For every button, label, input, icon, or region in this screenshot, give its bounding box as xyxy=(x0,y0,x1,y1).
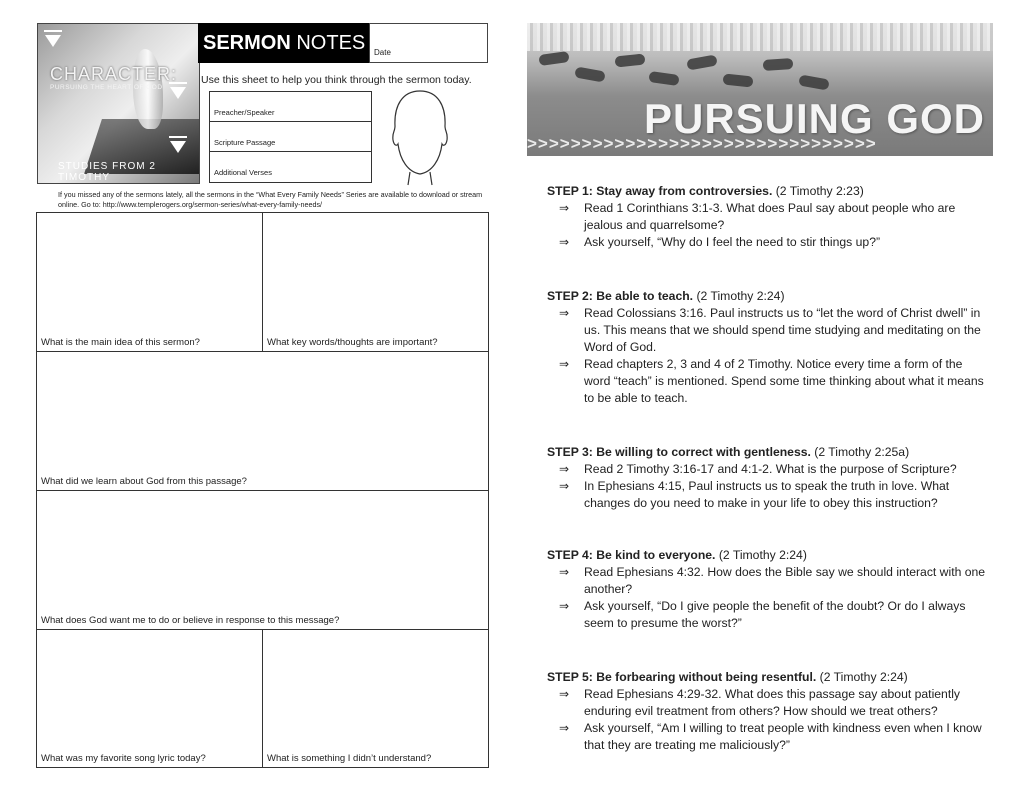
didnt-understand-box[interactable] xyxy=(262,629,489,768)
step-1-bullet xyxy=(547,200,987,234)
instruction-text: Use this sheet to help you think through the sermon today. xyxy=(201,74,472,86)
step-3-bullet xyxy=(547,461,987,478)
series-cover-image xyxy=(37,23,200,184)
song-lyric-box[interactable] xyxy=(36,629,263,768)
cover-footer: STUDIES FROM 2 TIMOTHY xyxy=(58,161,156,183)
preacher-field[interactable] xyxy=(210,92,371,122)
step-3-label: STEP 3: Be willing to correct with gentleness. xyxy=(547,445,811,459)
god-wants-label: What does God want me to do or believe in response to this message? xyxy=(41,615,340,626)
arrow-icon: ⇒ xyxy=(559,687,570,701)
key-words-box[interactable] xyxy=(262,212,489,352)
step-4-ref: (2 Timothy 2:24) xyxy=(715,548,807,562)
step-5-bullet xyxy=(547,720,987,754)
triangle-rule xyxy=(44,30,62,32)
bullet-text: Ask yourself, “Why do I feel the need to stir things up?” xyxy=(584,235,881,249)
triangle-rule xyxy=(169,136,187,138)
bullet-text: Read Ephesians 4:32. How does the Bible say we should interact with one another? xyxy=(584,565,986,596)
arrow-icon: ⇒ xyxy=(559,462,570,476)
sermon-info-table xyxy=(209,91,372,183)
arrow-icon: ⇒ xyxy=(559,721,570,735)
cover-subtitle: PURSUING THE HEART OF GOD xyxy=(50,84,163,91)
bullet-text: Ask yourself, “Do I give people the benefit of the doubt? Or do I always seem to presume the worst?” xyxy=(584,599,966,630)
cover-title: CHARACTER: xyxy=(50,64,178,84)
step-5-ref: (2 Timothy 2:24) xyxy=(816,670,908,684)
step-1 xyxy=(547,183,987,251)
pursuing-god-banner xyxy=(527,23,993,156)
footprint-icon xyxy=(538,51,569,66)
step-4-label: STEP 4: Be kind to everyone. xyxy=(547,548,716,562)
triangle-icon xyxy=(170,87,186,99)
arrow-icon: ⇒ xyxy=(559,565,570,579)
step-2-bullet xyxy=(547,305,987,356)
step-3 xyxy=(547,444,987,512)
step-1-bullet xyxy=(547,234,987,251)
step-5-label: STEP 5: Be forbearing without being resentful. xyxy=(547,670,817,684)
date-field[interactable] xyxy=(369,23,488,63)
arrow-icon: ⇒ xyxy=(559,201,570,215)
footprint-icon xyxy=(686,54,717,70)
step-4-bullet xyxy=(547,598,987,632)
step-5 xyxy=(547,669,987,754)
triangle-icon xyxy=(45,35,61,47)
arrow-icon: ⇒ xyxy=(559,479,570,493)
step-2 xyxy=(547,288,987,407)
learn-about-god-box[interactable] xyxy=(36,351,489,491)
didnt-understand-label: What is something I didn’t understand? xyxy=(267,753,432,764)
bullet-text: Read 1 Corinthians 3:1-3. What does Paul say about people who are jealous and quarrelsome? xyxy=(584,201,956,232)
footprint-icon xyxy=(648,71,679,86)
sermon-notes-title xyxy=(198,23,369,63)
bullet-text: Read chapters 2, 3 and 4 of 2 Timothy. Notice every time a form of the word “teach” is mentioned. Spend some time thinking about what it means to be able to teach. xyxy=(584,357,984,405)
song-lyric-label: What was my favorite song lyric today? xyxy=(41,753,206,764)
missed-sermons-note: If you missed any of the sermons lately, all the sermons in the “What Every Family Needs” Series are available to download or stream online. Go to: http://www.templerogers.org/sermon-series/what-every-family-needs/ xyxy=(58,190,483,209)
bullet-text: In Ephesians 4:15, Paul instructs us to speak the truth in love. What changes do you need to make in your life to obey this instruction? xyxy=(584,479,950,510)
footprint-icon xyxy=(763,58,794,71)
step-2-label: STEP 2: Be able to teach. xyxy=(547,289,694,303)
scripture-field[interactable] xyxy=(210,122,371,152)
bullet-text: Read Ephesians 4:29-32. What does this passage say about patiently enduring evil treatment from others? How should we treat others? xyxy=(584,687,961,718)
arrow-icon: ⇒ xyxy=(559,357,570,371)
step-2-ref: (2 Timothy 2:24) xyxy=(693,289,785,303)
arrow-icon: ⇒ xyxy=(559,599,570,613)
step-4 xyxy=(547,547,987,632)
god-wants-box[interactable] xyxy=(36,490,489,630)
footprint-icon xyxy=(798,74,829,90)
title-bold: SERMON xyxy=(203,31,291,54)
triangle-icon xyxy=(170,141,186,153)
step-4-bullet xyxy=(547,564,987,598)
bullet-text: Ask yourself, “Am I willing to treat people with kindness even when I know that they are treating me maliciously?” xyxy=(584,721,982,752)
water-texture xyxy=(527,23,993,51)
scripture-label: Scripture Passage xyxy=(214,138,276,147)
banner-title: PURSUING GOD xyxy=(643,95,985,142)
footprint-icon xyxy=(574,66,605,82)
main-idea-label: What is the main idea of this sermon? xyxy=(41,337,200,348)
step-1-ref: (2 Timothy 2:23) xyxy=(772,184,864,198)
step-3-ref: (2 Timothy 2:25a) xyxy=(810,445,910,459)
head-outline-icon xyxy=(388,88,452,186)
learn-about-god-label: What did we learn about God from this passage? xyxy=(41,476,247,487)
arrow-icon: ⇒ xyxy=(559,235,570,249)
date-label: Date xyxy=(374,48,391,57)
preacher-label: Preacher/Speaker xyxy=(214,108,275,117)
additional-verses-label: Additional Verses xyxy=(214,168,272,177)
step-3-bullet xyxy=(547,478,987,512)
step-5-bullet xyxy=(547,686,987,720)
step-2-bullet xyxy=(547,356,987,407)
footprint-icon xyxy=(615,53,646,67)
bullet-text: Read 2 Timothy 3:16-17 and 4:1-2. What is the purpose of Scripture? xyxy=(584,462,957,476)
key-words-label: What key words/thoughts are important? xyxy=(267,337,438,348)
arrow-icon: ⇒ xyxy=(559,306,570,320)
main-idea-box[interactable] xyxy=(36,212,263,352)
additional-verses-field[interactable] xyxy=(210,152,371,182)
title-rest: NOTES xyxy=(290,31,366,54)
banner-arrows: >>>>>>>>>>>>>>>>>>>>>>>>>>>>>>>> xyxy=(527,134,877,153)
bullet-text: Read Colossians 3:16. Paul instructs us to “let the word of Christ dwell” in us. This means that we should spend time studying and meditating on the Word of God. xyxy=(584,306,981,354)
footprint-icon xyxy=(723,73,754,87)
step-1-label: STEP 1: Stay away from controversies. xyxy=(547,184,773,198)
